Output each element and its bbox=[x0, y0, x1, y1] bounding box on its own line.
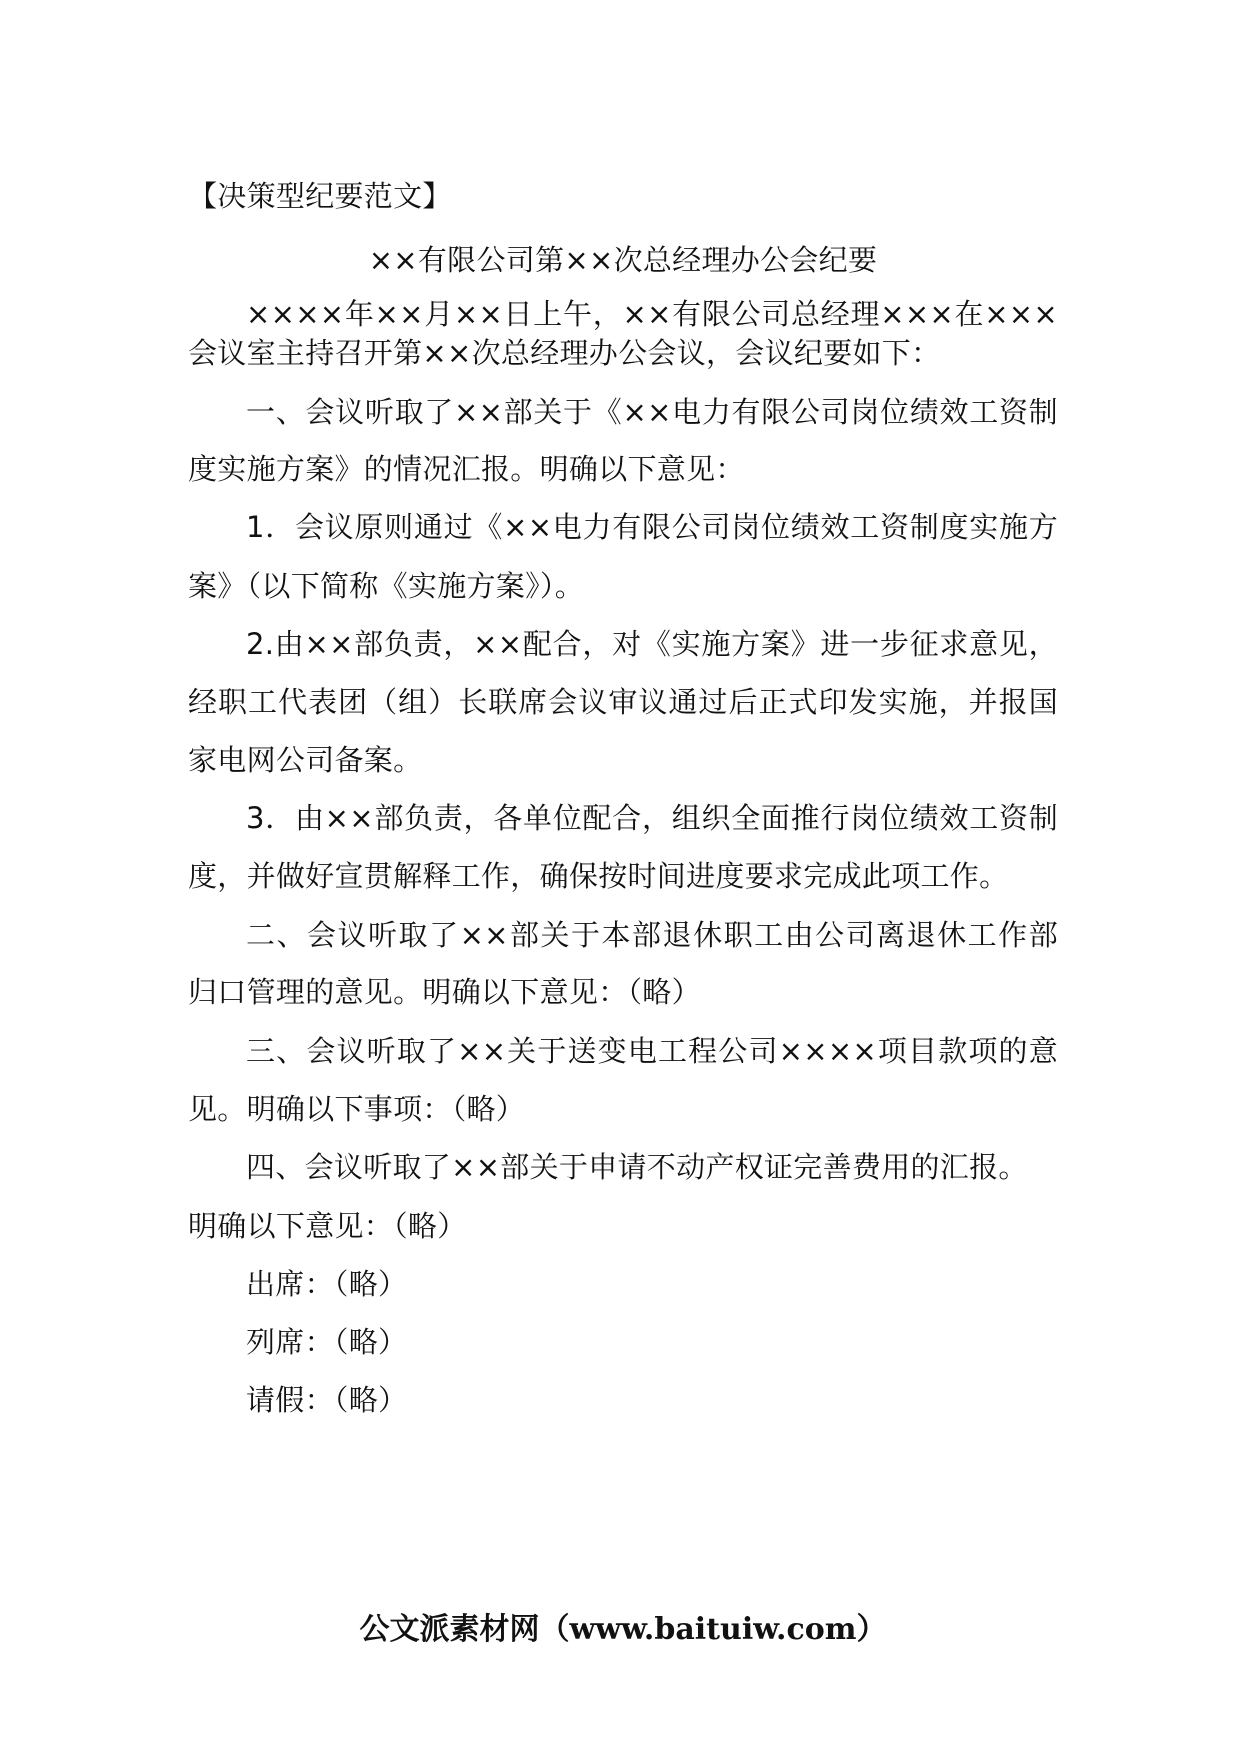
body-line: 度实施方案》的情况汇报。明确以下意见： bbox=[188, 452, 745, 486]
footer-source: 公文派素材网（www.baituiw.com） bbox=[359, 1612, 887, 1647]
body-line: 1．会议原则通过《××电力有限公司岗位绩效工资制度实施方 bbox=[246, 510, 1058, 544]
attendance-leave: 请假：（略） bbox=[246, 1383, 408, 1417]
body-line: 一、会议听取了××部关于《××电力有限公司岗位绩效工资制 bbox=[246, 395, 1058, 429]
body-line: 家电网公司备案。 bbox=[188, 743, 423, 777]
body-line: 度，并做好宣贯解释工作，确保按时间进度要求完成此项工作。 bbox=[188, 859, 1009, 893]
document-title: ××有限公司第××次总经理办公会纪要 bbox=[368, 243, 878, 277]
attendance-observers: 列席：（略） bbox=[246, 1325, 408, 1359]
body-line: 会议室主持召开第××次总经理办公会议，会议纪要如下： bbox=[188, 336, 941, 370]
body-line: 明确以下意见：（略） bbox=[188, 1209, 467, 1243]
body-line: ××××年××月××日上午，××有限公司总经理×××在××× bbox=[246, 297, 1058, 331]
body-line: 三、会议听取了××关于送变电工程公司××××项目款项的意 bbox=[246, 1034, 1058, 1068]
body-line: 案》（以下简称《实施方案》）。 bbox=[188, 569, 585, 603]
document-label: 【决策型纪要范文】 bbox=[188, 179, 452, 213]
body-line: 3．由××部负责，各单位配合，组织全面推行岗位绩效工资制 bbox=[246, 801, 1058, 835]
body-line: 归口管理的意见。明确以下意见：（略） bbox=[188, 975, 701, 1009]
body-line: 二、会议听取了××部关于本部退休职工由公司离退休工作部 bbox=[246, 918, 1058, 952]
body-line: 经职工代表团（组）长联席会议审议通过后正式印发实施，并报国 bbox=[188, 685, 1058, 719]
body-line: 四、会议听取了××部关于申请不动产权证完善费用的汇报。 bbox=[246, 1150, 1028, 1184]
body-line: 2.由××部负责，××配合，对《实施方案》进一步征求意见， bbox=[246, 627, 1058, 661]
body-line: 见。明确以下事项：（略） bbox=[188, 1092, 526, 1126]
attendance-present: 出席：（略） bbox=[246, 1267, 408, 1301]
